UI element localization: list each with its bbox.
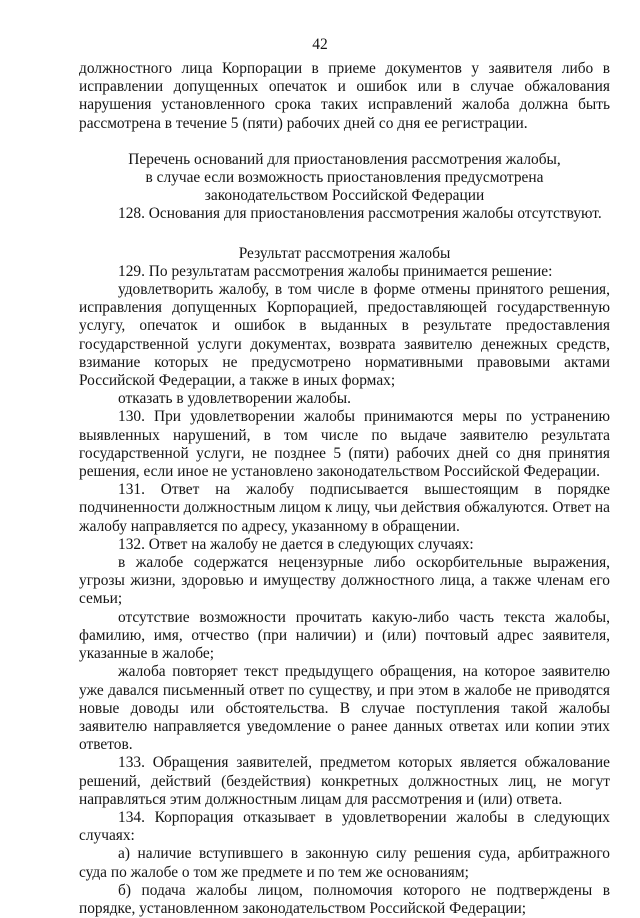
paragraph-130: 130. При удовлетворении жалобы принимаются меры по устранению выявленных нарушений, в том числе по выдаче заявителю результата государственной услуги, не позднее 5 (пяти) рабочих дней со дня принятия решения, если иное не установлено законодательством Российской Федерации. [79, 408, 610, 481]
paragraph-134-case-a: а) наличие вступившего в законную силу решения суда, арбитражного суда по жалобе о том же предмете и по тем же основаниям; [79, 845, 610, 881]
section-heading-suspension-line-3: законодательством Российской Федерации [204, 187, 485, 205]
paragraph-134-case-b: б) подача жалобы лицом, полномочия которого не подтверждены в порядке, установленном законодательством Российской Федерации; [79, 881, 610, 917]
paragraph-128: 128. Основания для приостановления рассмотрения жалобы отсутствуют. [118, 205, 602, 223]
paragraph-129-option-refuse: отказать в удовлетворении жалобы. [118, 390, 352, 408]
paragraph-131: 131. Ответ на жалобу подписывается вышестоящим в порядке подчиненности должностным лицом к лицу, чьи действия обжалуются. Ответ на жалобу направляется по адресу, указанному в обращении. [79, 481, 610, 535]
paragraph-132-case-unreadable: отсутствие возможности прочитать какую-либо часть текста жалобы, фамилию, имя, отчество (при наличии) и (или) почтовый адрес заявителя, указанные в жалобе; [79, 608, 610, 663]
paragraph-continuation: должностного лица Корпорации в приеме документов у заявителя либо в исправлении допущенных опечаток и ошибок или в случае обжалования нарушения установленного срока таких исправлений жалоба должна быть рассмотрена в течение 5 (пяти) рабочих дней со дня ее регистрации. [79, 60, 610, 132]
body-text [79, 60, 610, 918]
paragraph-132-case-obscene: в жалобе содержатся нецензурные либо оскорбительные выражения, угрозы жизни, здоровью и имуществу должностного лица, а также членам его семьи; [79, 554, 610, 608]
paragraph-129-option-satisfy: удовлетворить жалобу, в том числе в форме отмены принятого решения, исправления допущенных Корпорацией, предоставляющей государственную услугу, опечаток и ошибок в выданных в результате предоставления государственной услуги документах, возврата заявителю денежных средств, взимание которых не предусмотрено нормативными правовыми актами Российской Федерации, а также в иных формах; [79, 281, 610, 390]
paragraph-134: 134. Корпорация отказывает в удовлетворении жалобы в следующих случаях: [79, 808, 610, 845]
section-heading-result: Результат рассмотрения жалобы [238, 244, 451, 262]
page-number: 42 [312, 36, 328, 53]
section-heading-suspension-line-2: в случае если возможность приостановления предусмотрена [145, 169, 544, 187]
paragraph-133: 133. Обращения заявителей, предметом которых является обжалование решений, действий (бездействия) конкретных должностных лиц, не могут направляться этим должностным лицам для рассмотрения и (или) ответа. [79, 754, 610, 808]
paragraph-132-case-repeat: жалоба повторяет текст предыдущего обращения, на которое заявителю уже давался письменный ответ по существу, и при этом в жалобе не приводятся новые доводы или обстоятельства. В случае поступления такой жалобы заявителю направляется уведомление о ранее данных ответах или копии этих ответов. [79, 663, 610, 754]
paragraph-132: 132. Ответ на жалобу не дается в следующих случаях: [118, 535, 474, 553]
paragraph-129: 129. По результатам рассмотрения жалобы принимается решение: [118, 262, 553, 280]
section-heading-suspension-line-1: Перечень оснований для приостановления рассмотрения жалобы, [128, 150, 561, 168]
